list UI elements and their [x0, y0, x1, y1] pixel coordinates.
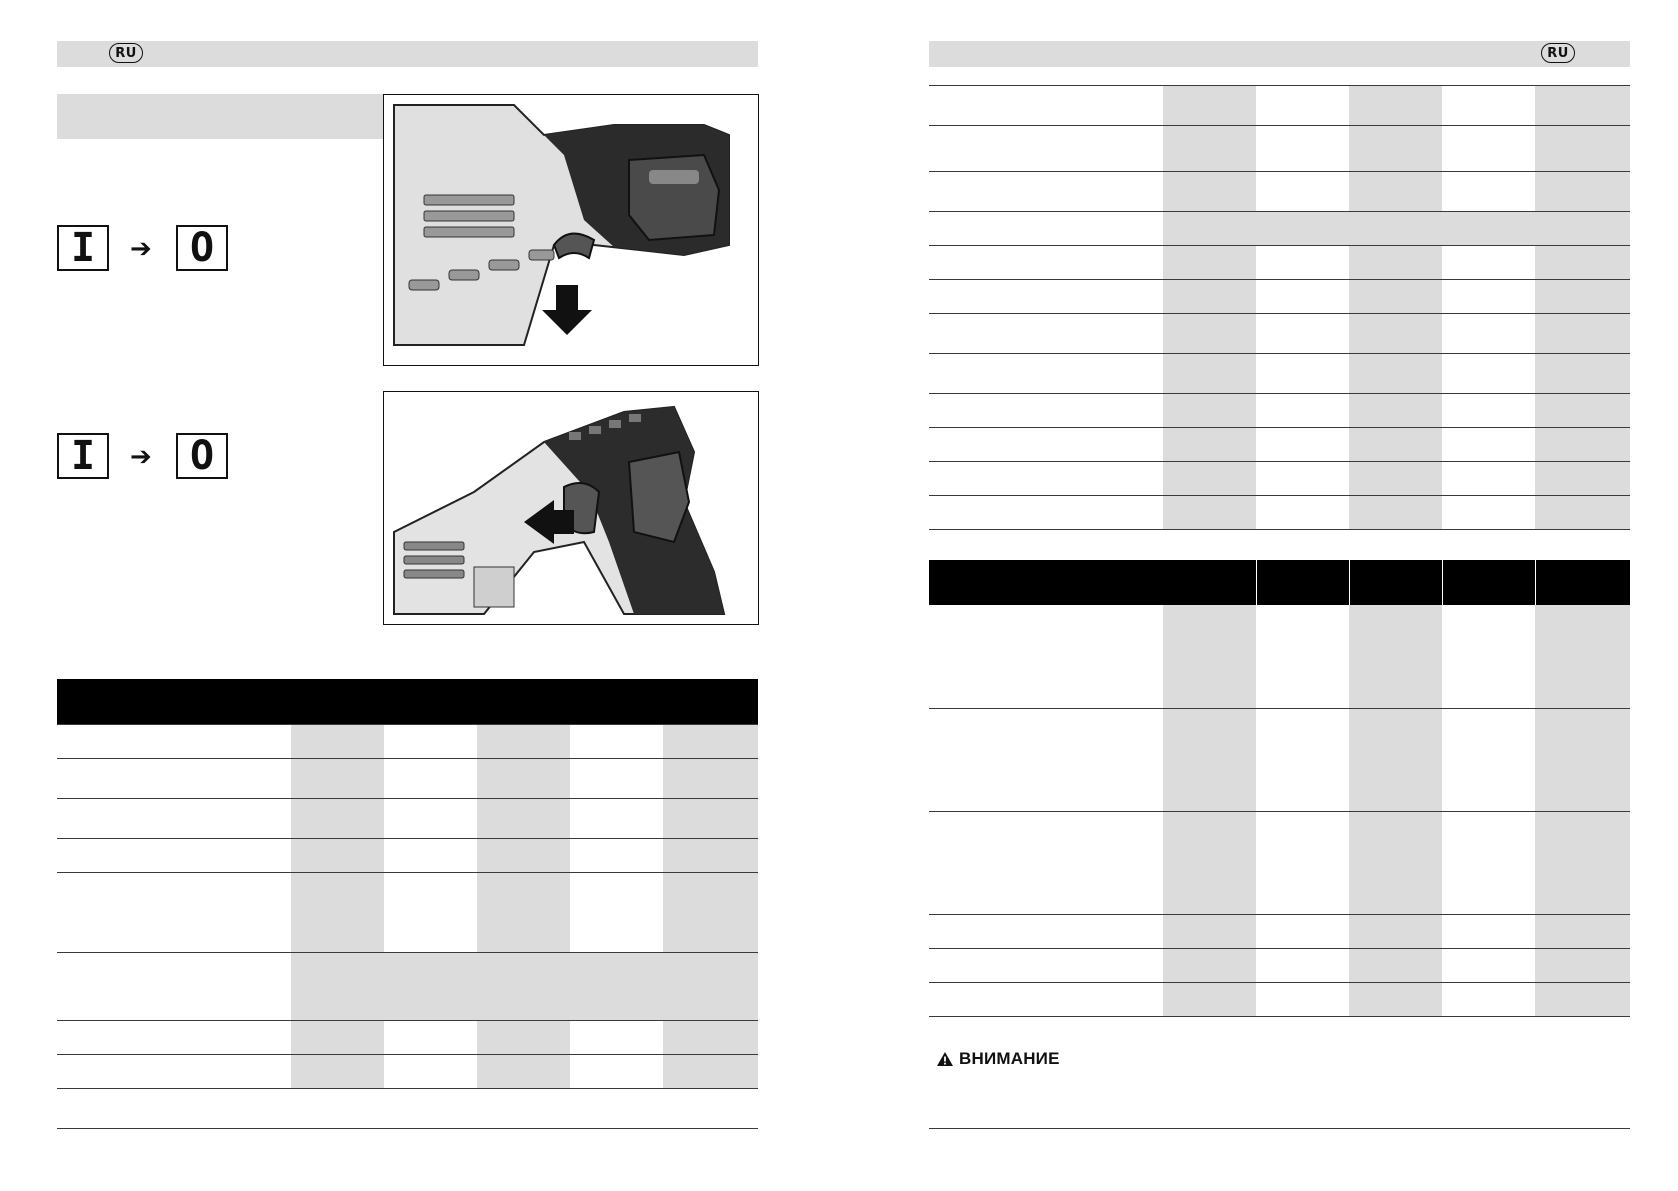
table-row: [929, 605, 1630, 708]
table-row: [57, 838, 758, 872]
table-header-cell: [1535, 560, 1630, 605]
table-header-cell: [1163, 560, 1256, 605]
table-row: [57, 952, 758, 1020]
left-header-bar: [57, 41, 758, 67]
power-tool-illustration: [384, 392, 757, 623]
figure-trigger-release: [383, 94, 759, 366]
table-row: [929, 914, 1630, 948]
table-header-cell: [384, 679, 477, 724]
language-badge: RU: [1541, 43, 1575, 63]
right-header-bar: [929, 41, 1630, 67]
right-arrow-icon: ➔: [130, 234, 152, 264]
switch-off-symbol: O: [176, 225, 228, 271]
table-row: [929, 394, 1630, 428]
table-row: [929, 246, 1630, 280]
table-header-cell: [57, 679, 291, 724]
table-row: [929, 982, 1630, 1016]
table-row: [57, 1054, 758, 1088]
table-header-cell: [1442, 560, 1535, 605]
table-header-cell: [929, 560, 1163, 605]
warning-heading: [936, 1049, 1060, 1069]
table-header-row: [57, 679, 758, 724]
table-row: [929, 212, 1630, 246]
figure-trigger-push: [383, 391, 759, 625]
table-header-cell: [663, 679, 758, 724]
table-header-cell: [291, 679, 384, 724]
language-badge: RU: [109, 43, 143, 63]
table-row: [929, 496, 1630, 530]
table-row: [57, 1020, 758, 1054]
table-row: [929, 811, 1630, 914]
power-tool-illustration: [384, 95, 757, 364]
table-row: [929, 428, 1630, 462]
table-row: [929, 354, 1630, 394]
table-row: [929, 708, 1630, 811]
table-header-cell: [477, 679, 570, 724]
switch-on-symbol: I: [57, 433, 109, 479]
table-row: [57, 758, 758, 798]
table-row: [929, 86, 1630, 126]
warning-label: ВНИМАНИЕ: [959, 1049, 1060, 1068]
table-row: [929, 314, 1630, 354]
table-row: [929, 462, 1630, 496]
table-row: [929, 948, 1630, 982]
table-row: [929, 126, 1630, 172]
right-arrow-icon: ➔: [130, 442, 152, 472]
bottom-rule: [929, 1128, 1630, 1129]
table-header-cell: [1256, 560, 1349, 605]
table-header-cell: [1349, 560, 1442, 605]
table-row: [57, 724, 758, 758]
table-row: [57, 798, 758, 838]
switch-off-symbol: O: [176, 433, 228, 479]
table-row: [57, 872, 758, 952]
section-heading-box: [57, 94, 384, 139]
spec-table-left: [57, 679, 758, 1129]
table-row: [929, 172, 1630, 212]
switch-on-symbol: I: [57, 225, 109, 271]
table-row: [57, 1088, 758, 1128]
warning-triangle-icon: [936, 1051, 954, 1067]
spec-table-right-bottom: [929, 560, 1630, 1017]
spec-table-right-top: [929, 85, 1630, 530]
table-header-cell: [570, 679, 663, 724]
table-row: [929, 280, 1630, 314]
table-header-row: [929, 560, 1630, 605]
